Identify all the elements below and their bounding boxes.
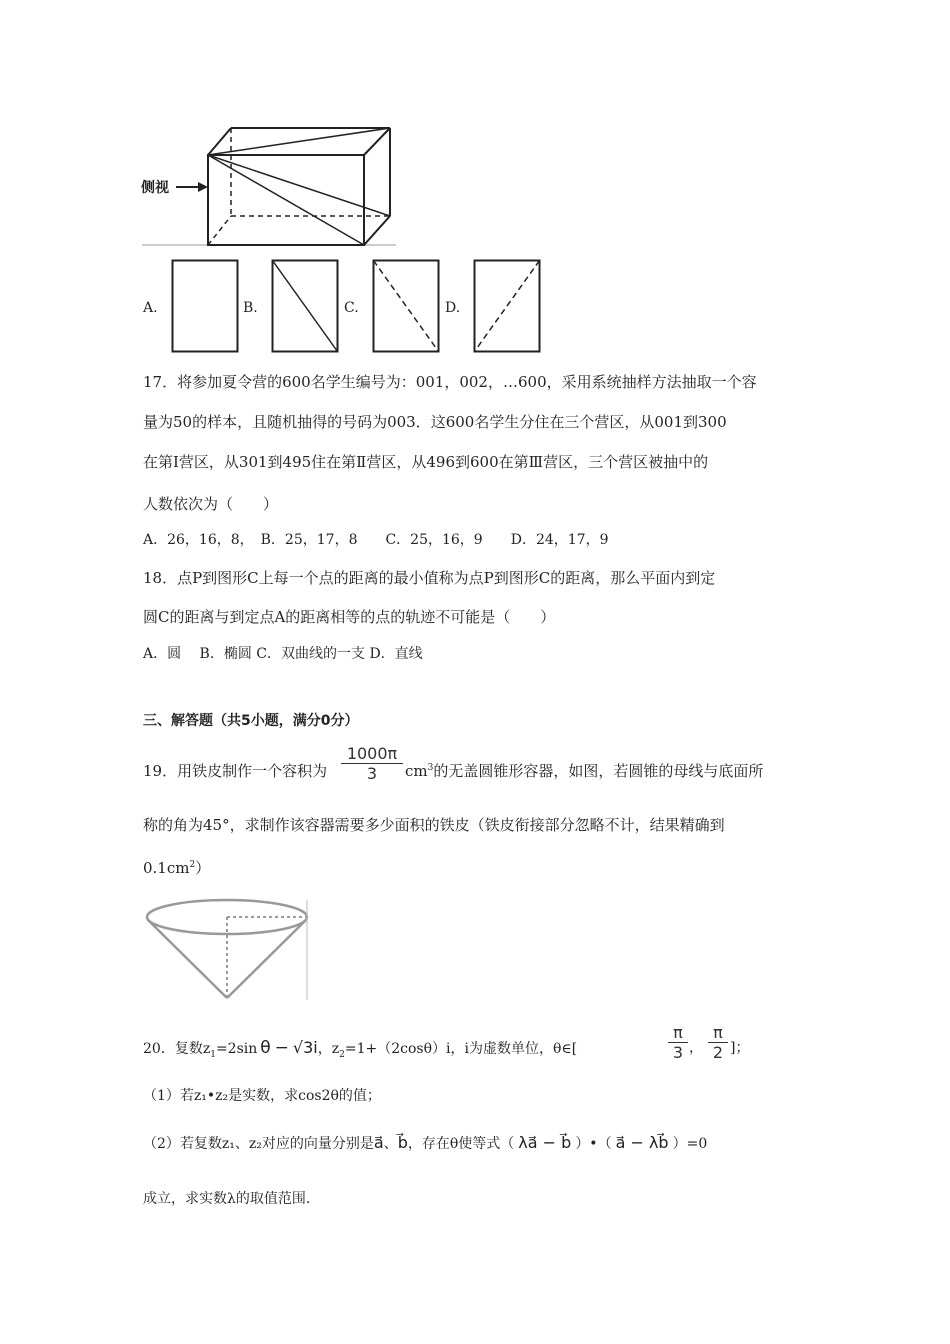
q20-pi3-denominator: 3 xyxy=(672,1043,684,1062)
q20-part-2 xyxy=(143,1133,707,1154)
q20-part-2-continued: 成立，求实数λ的取值范围. xyxy=(143,1191,311,1207)
q19-line-3-close: ） xyxy=(195,859,211,877)
q20-line-1 xyxy=(143,1038,577,1059)
q20-expression-1: λa⃗ − b⃗ xyxy=(518,1133,572,1152)
q16-option-c-rect xyxy=(372,259,440,353)
q18-line-2: 圆C的距离与到定点A的距离相等的点的轨迹不可能是（ ） xyxy=(143,608,556,626)
q19-fraction-denominator: 3 xyxy=(366,764,378,783)
q16-option-b-rect xyxy=(271,259,339,353)
q20-part-2-text-a: （2）若复数z₁、z₂对应的向量分别是 xyxy=(143,1136,374,1152)
q20-part-2-sep: 、 xyxy=(383,1136,398,1152)
q17-options: A．26，16，8， B．25，17，8 C．25，16，9 D．24，17，9 xyxy=(143,532,609,548)
cone-figure xyxy=(142,896,312,1004)
q20-pi2-numerator: π xyxy=(708,1023,728,1043)
q20-text-d: =1+（2cosθ）i，i为虚数单位，θ∈[ xyxy=(344,1041,578,1057)
q17-line-1: 17．将参加夏令营的600名学生编号为：001，002，…600，采用系统抽样方法抽取一个容 xyxy=(143,373,757,391)
q19-unit xyxy=(405,761,763,781)
q20-expression-2: a⃗ − λb⃗ xyxy=(615,1133,669,1152)
q20-text-b: =2sin xyxy=(215,1041,258,1057)
q19-line-1-suffix: 的无盖圆锥形容器，如图，若圆锥的母线与底面所 xyxy=(433,762,764,780)
section-3-title: 三、解答题（共5小题，满分0分） xyxy=(143,713,359,729)
q20-text-c: ，z xyxy=(317,1041,340,1057)
q19-fraction-numerator: 1000π xyxy=(341,744,403,764)
q20-sqrt3i: √3i xyxy=(292,1038,318,1057)
q20-part-1: （1）若z₁•z₂是实数，求cos2θ的值； xyxy=(143,1088,381,1104)
q20-pi-over-2 xyxy=(708,1023,728,1062)
q20-theta: θ xyxy=(260,1038,271,1058)
q19-line-1-prefix: 19．用铁皮制作一个容积为 xyxy=(143,762,328,780)
q20-part-2-text-c: ）•（ xyxy=(575,1136,612,1152)
q17-line-3: 在第Ⅰ营区，从301到495住在第Ⅱ营区，从496到600在第Ⅲ营区，三个营区被抽中的 xyxy=(143,453,709,471)
q16-option-a-label: A. xyxy=(143,300,158,316)
q17-line-2: 量为50的样本，且随机抽得的号码为003．这600名学生分住在三个营区，从001到300 xyxy=(143,413,727,431)
q20-comma: ， xyxy=(689,1040,703,1056)
side-view-label: 侧视 xyxy=(141,180,169,196)
q20-sub-2: 2 xyxy=(339,1049,345,1060)
q19-line-2: 称的角为45°，求制作该容器需要多少面积的铁皮（铁皮衔接部分忽略不计，结果精确到 xyxy=(143,816,725,834)
q19-unit-exponent: 3 xyxy=(427,763,434,773)
q20-minus: − xyxy=(274,1038,289,1058)
q20-vector-b: b⃗ xyxy=(397,1133,408,1152)
q17-line-4: 人数依次为（ ） xyxy=(143,495,279,513)
q19-line-3 xyxy=(143,858,210,878)
q20-pi3-numerator: π xyxy=(668,1023,688,1043)
q20-pi-over-3 xyxy=(668,1023,688,1062)
q18-line-1: 18．点P到图形C上每一个点的距离的最小值称为点P到图形C的距离，那么平面内到定 xyxy=(143,569,716,587)
q20-sub-1: 1 xyxy=(210,1049,216,1060)
q19-line-3-exponent: 2 xyxy=(189,860,196,870)
q20-close-bracket: ]； xyxy=(730,1040,750,1056)
q16-option-a-rect xyxy=(171,259,239,353)
q19-volume-fraction xyxy=(341,744,403,783)
q16-option-d-label: D. xyxy=(445,300,461,316)
q16-option-c-label: C. xyxy=(344,300,359,316)
q20-text-a: 20．复数z xyxy=(143,1041,211,1057)
q20-part-2-text-b: ，存在θ使等式（ xyxy=(407,1136,515,1152)
q16-option-d-rect xyxy=(473,259,541,353)
q19-line-3-value: 0.1cm xyxy=(143,859,190,877)
q19-unit-text: cm xyxy=(405,762,428,780)
q18-options: A．圆 B．椭圆 C．双曲线的一支 D．直线 xyxy=(143,646,423,662)
q20-part-2-text-d: ）=0 xyxy=(672,1136,708,1152)
q16-option-b-label: B. xyxy=(243,300,258,316)
q20-pi2-denominator: 2 xyxy=(712,1043,724,1062)
q20-vector-a: a⃗ xyxy=(373,1133,384,1152)
side-view-box-figure xyxy=(138,120,400,250)
